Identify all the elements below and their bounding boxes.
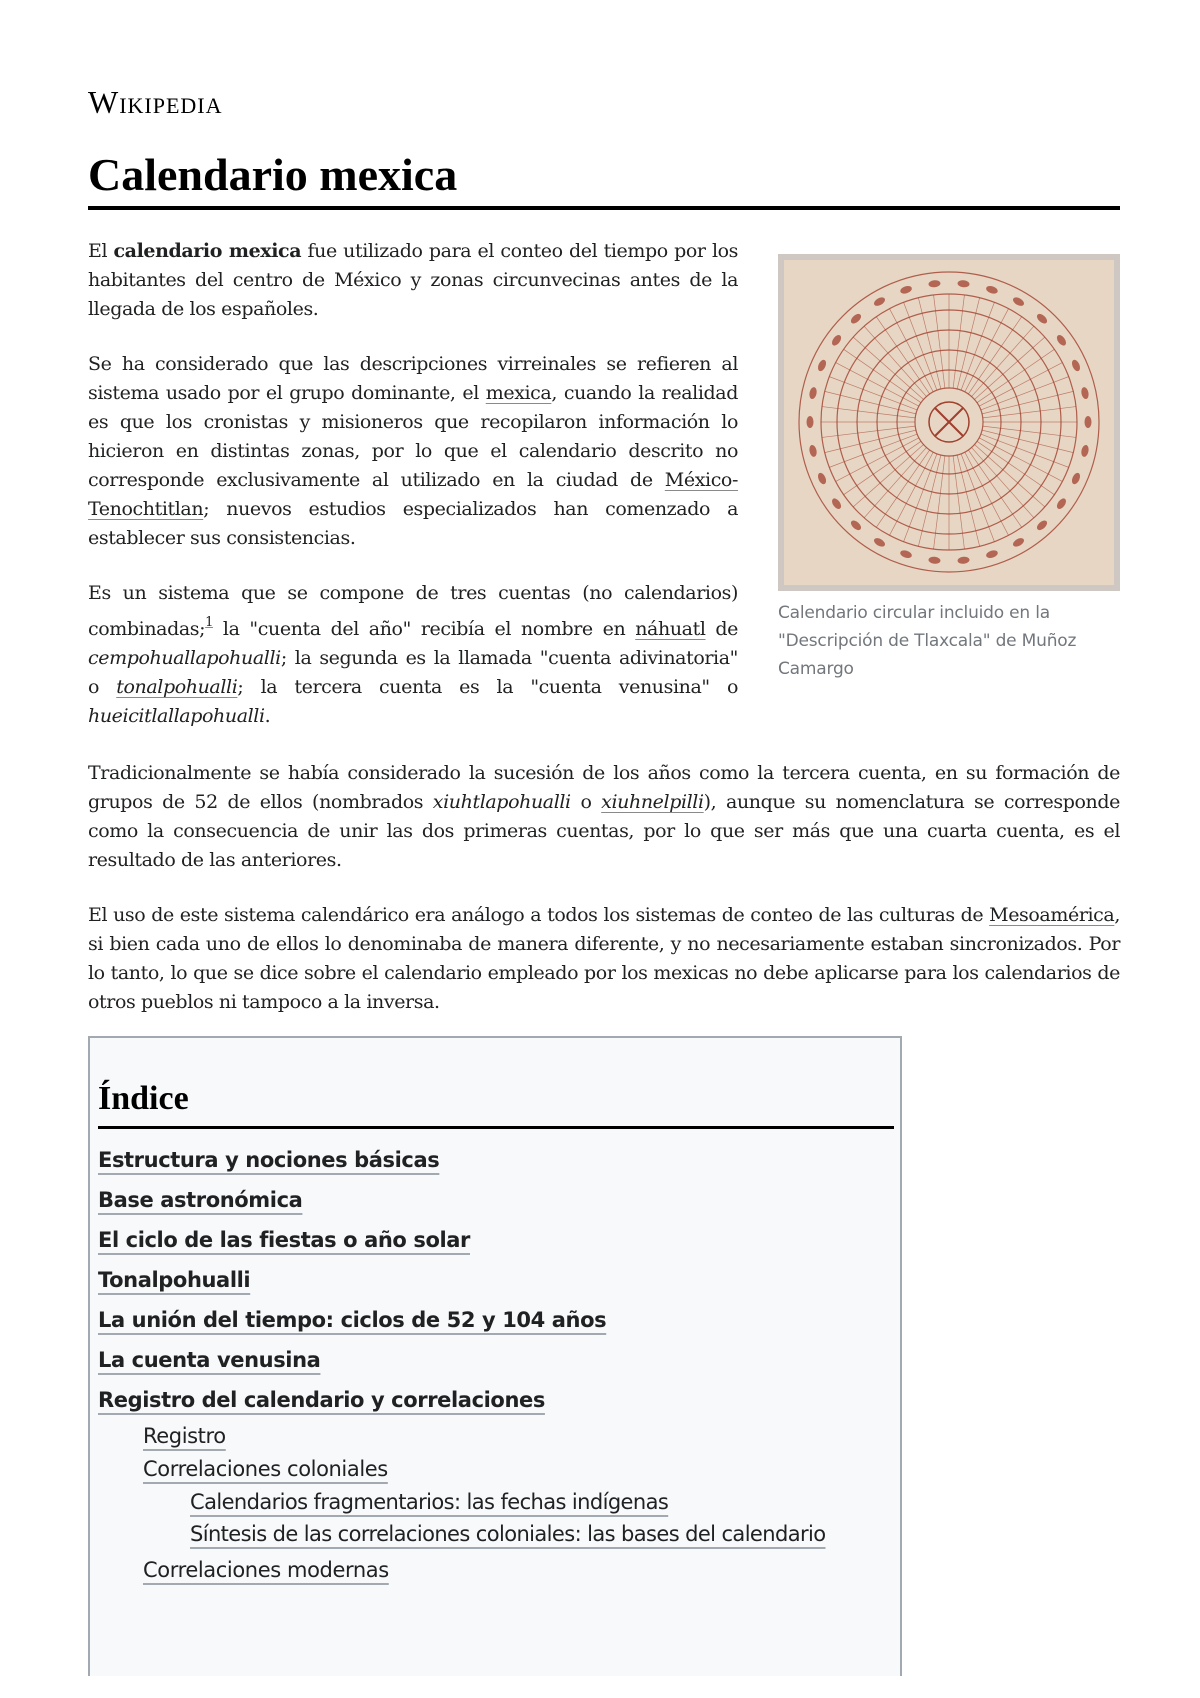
toc-subitem[interactable]: [98, 1453, 892, 1486]
toc-divider: [98, 1126, 894, 1129]
toc-item[interactable]: [98, 1380, 892, 1420]
reference-link[interactable]: 1: [205, 615, 214, 630]
toc-link[interactable]: El ciclo de las fiestas o año solar: [98, 1228, 470, 1252]
text: ; la segunda es la llamada "cuenta adivinatoria" o: [88, 647, 738, 698]
toc-link[interactable]: Estructura y nociones básicas: [98, 1148, 440, 1172]
toc-item[interactable]: [98, 1220, 892, 1260]
toc-title: Índice: [98, 1080, 189, 1117]
toc-item[interactable]: [98, 1180, 892, 1220]
text: Se ha considerado que las descripciones virreinales se refieren al sistema usado por el grupo dominante, el: [88, 353, 738, 404]
text: Es un sistema que se compone de tres cuentas (no calendarios) combinadas;: [88, 582, 738, 640]
toc-subsubitem[interactable]: [98, 1518, 892, 1550]
paragraph-2: [88, 350, 738, 553]
toc-link[interactable]: Correlaciones coloniales: [143, 1457, 388, 1481]
intro-left-column: [88, 237, 738, 731]
italic-term: cempohuallapohualli: [88, 647, 281, 669]
text: , cuando la realidad es que los cronistas y misioneros que recopilaron información lo hicieron en distintas zonas, por lo que el calendario descrito no corresponde exclusivamente al utilizado en la ciudad de: [88, 382, 738, 491]
toc-link[interactable]: La unión del tiempo: ciclos de 52 y 104 años: [98, 1308, 607, 1332]
text: ; la tercera cuenta es la "cuenta venusina" o: [237, 676, 738, 698]
toc-item[interactable]: [98, 1260, 892, 1300]
text: o: [570, 791, 602, 813]
calendar-figure: [778, 254, 1120, 683]
toc-item[interactable]: [98, 1340, 892, 1380]
text: de: [705, 618, 739, 640]
text: la "cuenta del año" recibía el nombre en: [213, 618, 636, 640]
toc-link[interactable]: La cuenta venusina: [98, 1348, 321, 1372]
toc-list: [98, 1140, 892, 1587]
toc-subsubitem[interactable]: [98, 1486, 892, 1518]
link-mesoamerica[interactable]: Mesoamérica: [989, 904, 1115, 926]
link-mexico-tenochtitlan[interactable]: México-Tenochtitlan: [88, 469, 738, 520]
text: Tradicionalmente se había considerado la sucesión de los años como la tercera cuenta, en su formación de grupos de 52 de ellos (nombrados: [88, 762, 1120, 813]
italic-term: xiuhtlapohualli: [432, 791, 571, 813]
calendar-wheel-image[interactable]: [778, 254, 1120, 591]
text: .: [264, 705, 271, 727]
text: ), aunque su nomenclatura se corresponde como la consecuencia de unir las dos primeras cuentas, por lo que ser más que una cuarta cuenta, es el resultado de las anteriores.: [88, 791, 1120, 871]
link-nahuatl[interactable]: náhuatl: [635, 618, 706, 640]
toc-link[interactable]: Registro del calendario y correlaciones: [98, 1388, 545, 1412]
text: ; nuevos estudios especializados han comenzado a establecer sus consistencias.: [88, 498, 738, 549]
text: El: [88, 240, 114, 262]
text: El uso de este sistema calendárico era análogo a todos los sistemas de conteo de las culturas de: [88, 904, 990, 926]
paragraph-4: [88, 759, 1120, 875]
toc-subitem[interactable]: [98, 1420, 892, 1453]
wikipedia-logo[interactable]: Wikipedia: [88, 84, 223, 120]
italic-term: hueicitlallapohualli: [88, 705, 265, 727]
link-tonalpohualli[interactable]: tonalpohualli: [116, 676, 238, 698]
paragraph-3: [88, 579, 738, 731]
intro-full-column: [88, 759, 1120, 1017]
paragraph-5: [88, 901, 1120, 1017]
page-title: Calendario mexica: [88, 149, 458, 200]
bold-term: calendario mexica: [113, 240, 302, 262]
title-divider: [88, 206, 1120, 210]
toc-subitem[interactable]: [98, 1554, 892, 1587]
toc-link[interactable]: Síntesis de las correlaciones coloniales: las bases del calendario: [190, 1522, 826, 1546]
toc-link[interactable]: Calendarios fragmentarios: las fechas indígenas: [190, 1490, 669, 1514]
table-of-contents: [88, 1036, 902, 1676]
toc-link[interactable]: Correlaciones modernas: [143, 1558, 389, 1582]
toc-link[interactable]: Tonalpohualli: [98, 1268, 251, 1292]
text: fue utilizado para el conteo del tiempo por los habitantes del centro de México y zonas circunvecinas antes de la llegada de los españoles.: [88, 240, 739, 320]
figure-caption: Calendario circular incluido en la "Descripción de Tlaxcala" de Muñoz Camargo: [778, 603, 1077, 679]
toc-item[interactable]: [98, 1140, 892, 1180]
link-mexica[interactable]: mexica: [485, 382, 552, 404]
paragraph-1: [88, 237, 738, 324]
link-xiuhnelpilli[interactable]: xiuhnelpilli: [601, 791, 704, 813]
toc-link[interactable]: Base astronómica: [98, 1188, 303, 1212]
toc-link[interactable]: Registro: [143, 1424, 226, 1448]
toc-item[interactable]: [98, 1300, 892, 1340]
text: , si bien cada uno de ellos lo denominaba de manera diferente, y no necesariamente estaban sincronizados. Por lo tanto, lo que se dice sobre el calendario empleado por los mexicas no debe aplicarse para los calendarios de otros pueblos ni tampoco a la inversa.: [88, 904, 1120, 1013]
